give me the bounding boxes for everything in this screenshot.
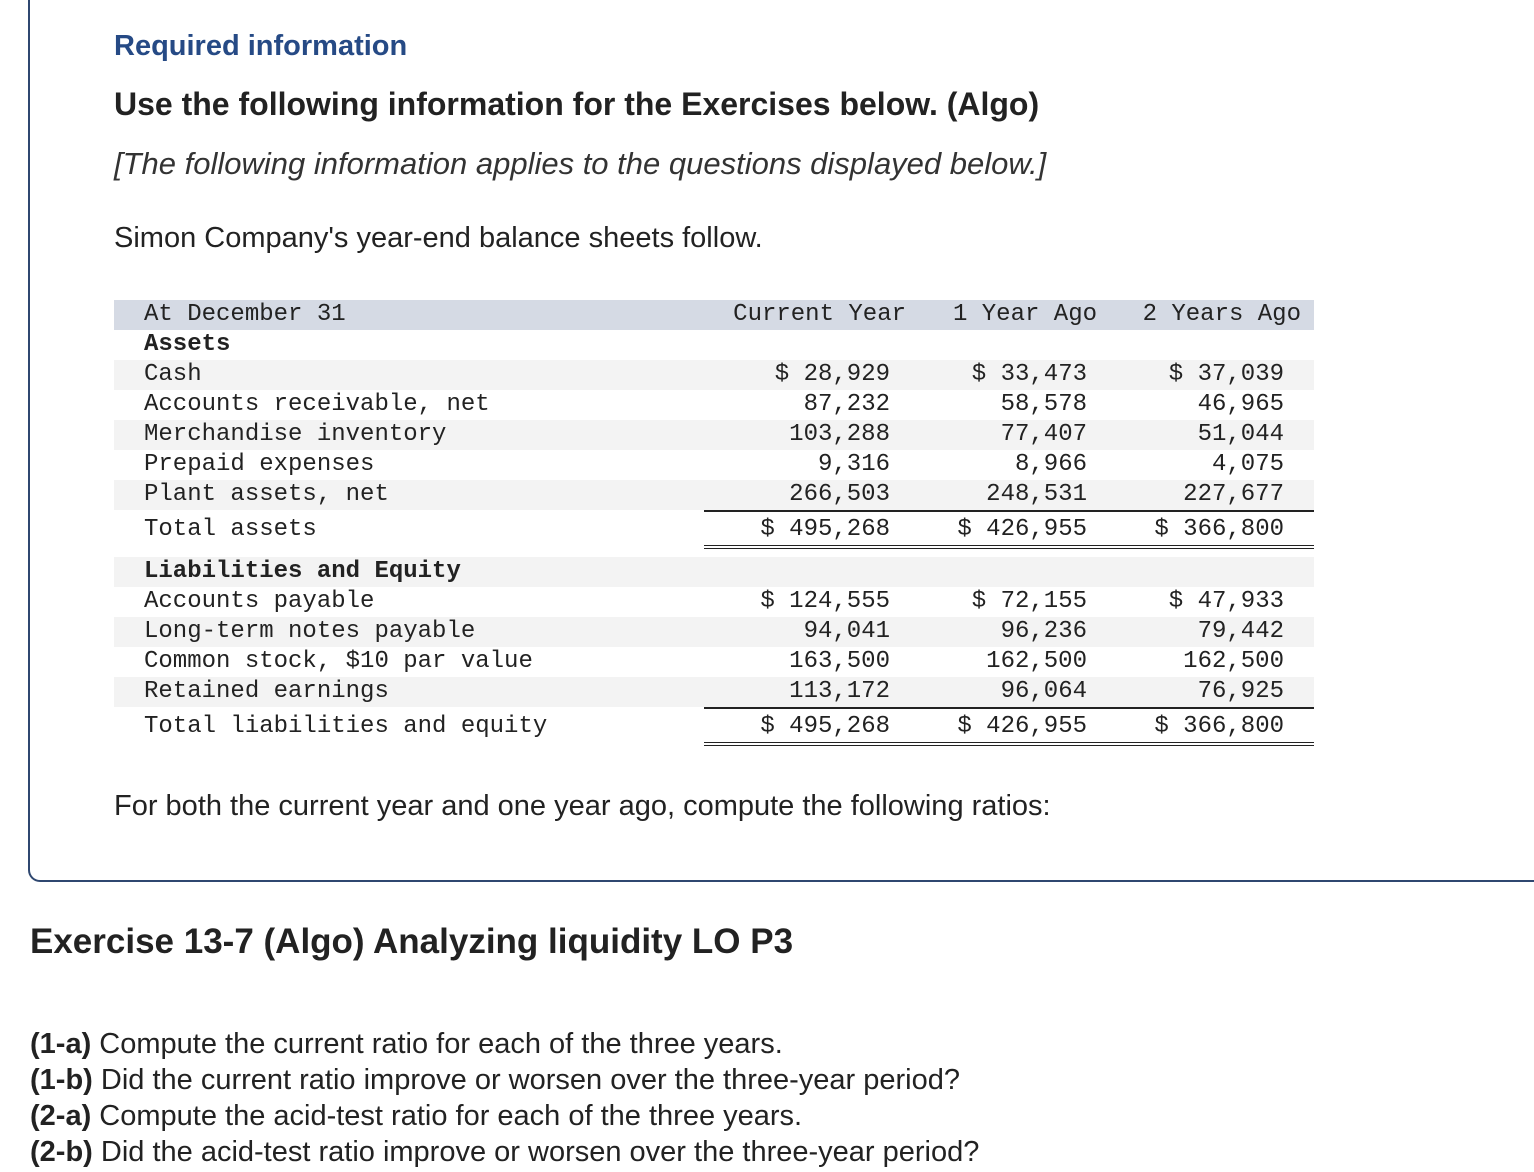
- row-value-current-year: 103,288: [789, 421, 890, 448]
- row-value-2-years-ago: 79,442: [1197, 618, 1284, 645]
- row-value-current-year: $ 124,555: [760, 588, 890, 615]
- intro-text: Simon Company's year-end balance sheets follow.: [114, 222, 763, 254]
- applies-note: [The following information applies to the questions displayed below.]: [114, 146, 1047, 181]
- question-tag: (1-b): [30, 1064, 93, 1096]
- total-liabilities-row: [114, 707, 1314, 746]
- row-value-1-year-ago: 248,531: [986, 481, 1087, 508]
- row-value-2-years-ago: 46,965: [1197, 391, 1284, 418]
- total-liabilities-label: Total liabilities and equity: [144, 713, 548, 740]
- row-label: Accounts payable: [144, 588, 375, 615]
- row-label: Long-term notes payable: [144, 618, 476, 645]
- row-value-1-year-ago: 96,236: [1000, 618, 1087, 645]
- row-value-2-years-ago: 4,075: [1211, 451, 1284, 478]
- total-assets-2-years-ago: $ 366,800: [1154, 516, 1284, 543]
- row-value-2-years-ago: 227,677: [1183, 481, 1284, 508]
- row-value-2-years-ago: $ 37,039: [1168, 361, 1284, 388]
- question-tag: (1-a): [30, 1028, 92, 1060]
- required-information-heading: Required information: [114, 30, 408, 62]
- row-value-2-years-ago: 51,044: [1197, 421, 1284, 448]
- total-assets-1-year-ago: $ 426,955: [957, 516, 1087, 543]
- header-label: At December 31: [144, 301, 346, 328]
- total-liabilities-current-year: $ 495,268: [760, 713, 890, 740]
- table-row: [114, 390, 1314, 420]
- table-row: [114, 587, 1314, 617]
- question-text: Did the current ratio improve or worsen over the three-year period?: [92, 1064, 961, 1096]
- table-row: [114, 360, 1314, 390]
- row-value-current-year: 163,500: [789, 648, 890, 675]
- list-item: [30, 1134, 979, 1170]
- row-value-current-year: 87,232: [803, 391, 890, 418]
- question-text: Compute the current ratio for each of the three years.: [91, 1028, 783, 1060]
- total-assets-row: [114, 510, 1314, 549]
- liabilities-heading: Liabilities and Equity: [144, 558, 461, 585]
- row-value-1-year-ago: 77,407: [1000, 421, 1087, 448]
- total-assets-current-year: $ 495,268: [760, 516, 890, 543]
- compute-instructions: For both the current year and one year ago, compute the following ratios:: [114, 790, 1051, 822]
- table-row: [114, 450, 1314, 480]
- row-value-current-year: 113,172: [789, 678, 890, 705]
- question-list: [30, 1026, 979, 1170]
- question-tag: (2-b): [30, 1136, 93, 1168]
- row-value-current-year: $ 28,929: [774, 361, 890, 388]
- row-value-2-years-ago: 162,500: [1183, 648, 1284, 675]
- row-label: Retained earnings: [144, 678, 389, 705]
- row-label: Common stock, $10 par value: [144, 648, 533, 675]
- row-value-2-years-ago: 76,925: [1197, 678, 1284, 705]
- row-label: Merchandise inventory: [144, 421, 447, 448]
- header-1-year-ago: 1 Year Ago: [952, 301, 1097, 328]
- table-row: [114, 677, 1314, 707]
- row-value-current-year: 94,041: [803, 618, 890, 645]
- question-text: Compute the acid-test ratio for each of the three years.: [91, 1100, 803, 1132]
- assets-heading: Assets: [144, 331, 231, 358]
- table-row: [114, 647, 1314, 677]
- row-label: Prepaid expenses: [144, 451, 375, 478]
- table-row: [114, 480, 1314, 510]
- table-header-row: [114, 300, 1314, 330]
- question-tag: (2-a): [30, 1100, 92, 1132]
- total-assets-label: Total assets: [144, 516, 317, 543]
- header-2-years-ago: 2 Years Ago: [1142, 301, 1301, 328]
- balance-sheet-table: [114, 300, 1314, 746]
- use-following-heading: Use the following information for the Exercises below. (Algo): [114, 86, 1040, 122]
- header-current-year: Current Year: [733, 301, 906, 328]
- row-label: Accounts receivable, net: [144, 391, 490, 418]
- question-text: Did the acid-test ratio improve or worsen over the three-year period?: [92, 1136, 980, 1168]
- row-value-current-year: 266,503: [789, 481, 890, 508]
- list-item: [30, 1062, 979, 1098]
- row-label: Plant assets, net: [144, 481, 389, 508]
- table-row: [114, 617, 1314, 647]
- total-liabilities-2-years-ago: $ 366,800: [1154, 713, 1284, 740]
- row-value-1-year-ago: $ 33,473: [971, 361, 1087, 388]
- row-value-2-years-ago: $ 47,933: [1168, 588, 1284, 615]
- row-value-1-year-ago: 96,064: [1000, 678, 1087, 705]
- list-item: [30, 1098, 979, 1134]
- total-liabilities-1-year-ago: $ 426,955: [957, 713, 1087, 740]
- exercise-title: Exercise 13-7 (Algo) Analyzing liquidity LO P3: [30, 922, 794, 961]
- liabilities-heading-row: [114, 557, 1314, 587]
- list-item: [30, 1026, 979, 1062]
- row-value-1-year-ago: 162,500: [986, 648, 1087, 675]
- row-value-current-year: 9,316: [817, 451, 890, 478]
- row-value-1-year-ago: $ 72,155: [971, 588, 1087, 615]
- assets-heading-row: [114, 330, 1314, 360]
- row-value-1-year-ago: 8,966: [1014, 451, 1087, 478]
- table-row: [114, 420, 1314, 450]
- row-value-1-year-ago: 58,578: [1000, 391, 1087, 418]
- row-label: Cash: [144, 361, 202, 388]
